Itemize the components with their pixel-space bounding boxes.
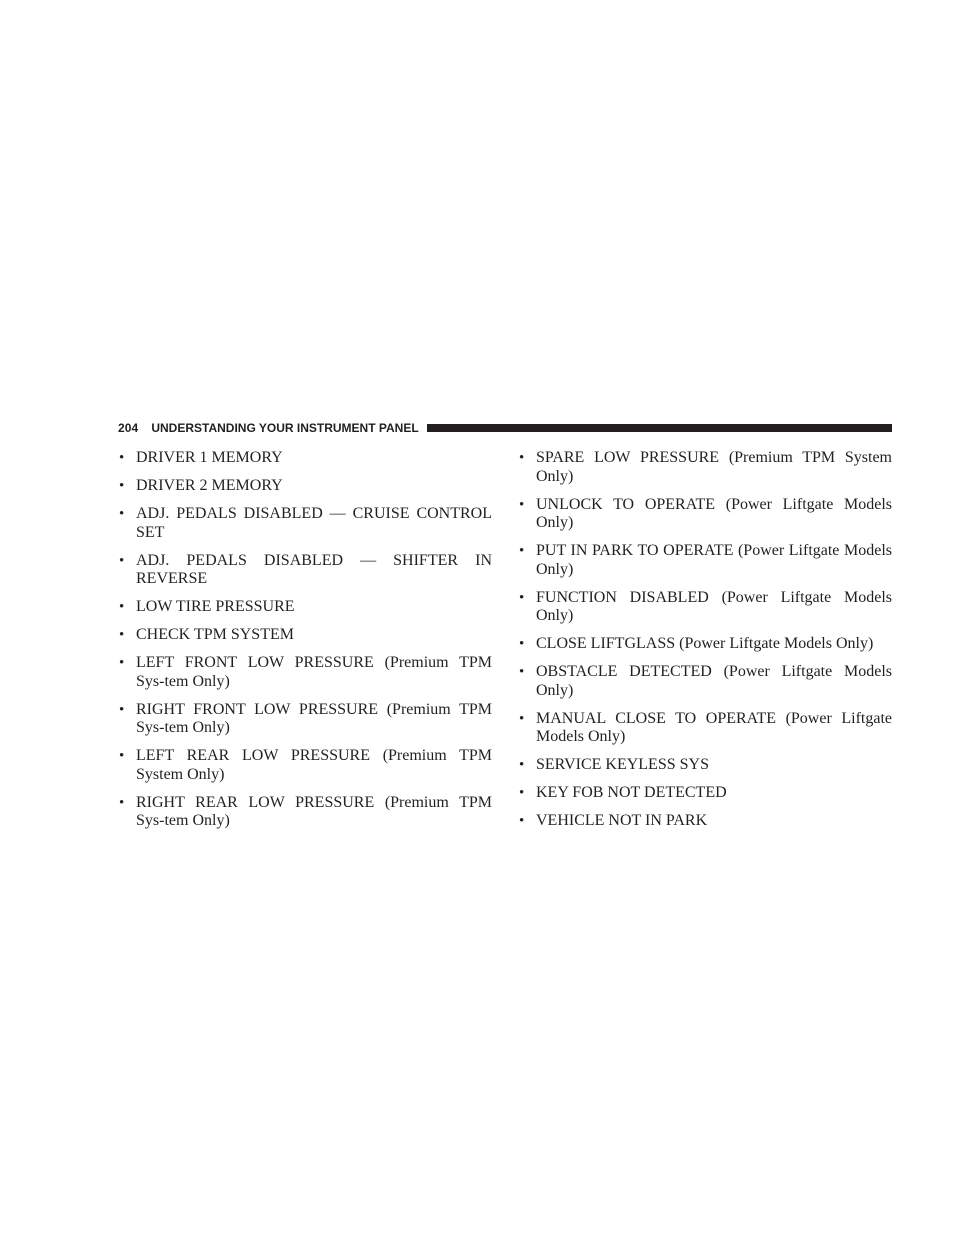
list-item-text: FUNCTION DISABLED (Power Liftgate Models Only): [536, 588, 892, 624]
list-item-text: KEY FOB NOT DETECTED: [536, 784, 727, 801]
list-item: [118, 794, 492, 831]
list-item: [518, 663, 892, 700]
list-item: [518, 589, 892, 626]
list-item-text: ADJ. PEDALS DISABLED — CRUISE CONTROL SET: [136, 505, 492, 541]
bullet-icon: •: [519, 757, 525, 773]
list-item-text: ADJ. PEDALS DISABLED — SHIFTER IN REVERSE: [136, 551, 492, 587]
list-item: [118, 505, 492, 542]
list-item: [118, 747, 492, 784]
bullet-icon: •: [119, 552, 125, 569]
list-item-text: RIGHT REAR LOW PRESSURE (Premium TPM Sys-tem Only): [136, 793, 492, 829]
list-item-text: CHECK TPM SYSTEM: [136, 626, 294, 643]
list-item-text: MANUAL CLOSE TO OPERATE (Power Liftgate Models Only): [536, 709, 892, 745]
bullet-icon: •: [119, 655, 125, 671]
list-item-text: LOW TIRE PRESSURE: [136, 598, 295, 615]
section-title: UNDERSTANDING YOUR INSTRUMENT PANEL: [151, 420, 419, 435]
bullet-icon: •: [119, 627, 125, 643]
bullet-icon: •: [519, 664, 525, 680]
list-item: [118, 654, 492, 691]
list-item: [518, 756, 892, 775]
bullet-icon: •: [119, 478, 125, 494]
list-item-text: SPARE LOW PRESSURE (Premium TPM System Only): [536, 449, 892, 485]
list-item-text: RIGHT FRONT LOW PRESSURE (Premium TPM Sys-tem Only): [136, 700, 492, 736]
header-rule: [427, 424, 892, 432]
list-item-text: LEFT FRONT LOW PRESSURE (Premium TPM Sys-tem Only): [136, 654, 492, 690]
bullet-icon: •: [519, 813, 525, 829]
page-number: 204: [118, 420, 139, 435]
list-item: [518, 635, 892, 654]
list-item-text: LEFT REAR LOW PRESSURE (Premium TPM System Only): [136, 747, 492, 783]
bullet-icon: •: [119, 599, 125, 615]
list-item-text: SERVICE KEYLESS SYS: [536, 756, 709, 773]
bullet-icon: •: [519, 589, 525, 606]
bullet-icon: •: [519, 710, 525, 727]
bullet-icon: •: [119, 794, 125, 811]
list-item: [518, 496, 892, 533]
message-list-right: [518, 449, 892, 840]
bullet-icon: •: [519, 785, 525, 801]
bullet-icon: •: [119, 506, 125, 522]
list-item: [518, 449, 892, 486]
list-item-text: UNLOCK TO OPERATE (Power Liftgate Models Only): [536, 495, 892, 531]
list-item: [118, 626, 492, 645]
bullet-icon: •: [119, 450, 125, 466]
bullet-icon: •: [519, 543, 525, 559]
list-item: [118, 598, 492, 617]
list-item-text: VEHICLE NOT IN PARK: [536, 812, 708, 829]
bullet-icon: •: [519, 636, 525, 652]
list-item: [118, 449, 492, 468]
bullet-icon: •: [519, 496, 525, 513]
bullet-icon: •: [119, 748, 125, 764]
message-list-left: [118, 449, 492, 840]
bullet-icon: •: [519, 450, 525, 466]
list-item-text: CLOSE LIFTGLASS (Power Liftgate Models Only): [536, 635, 874, 652]
list-item: [518, 812, 892, 831]
page-header: [118, 419, 892, 436]
list-item-text: PUT IN PARK TO OPERATE (Power Liftgate Models Only): [536, 542, 892, 578]
bullet-icon: •: [119, 701, 125, 718]
list-item: [518, 710, 892, 747]
list-item: [118, 701, 492, 738]
list-item-text: DRIVER 1 MEMORY: [136, 449, 283, 466]
list-item: [518, 784, 892, 803]
list-item: [118, 477, 492, 496]
list-item: [118, 552, 492, 589]
list-item-text: OBSTACLE DETECTED (Power Liftgate Models Only): [536, 663, 892, 699]
list-item-text: DRIVER 2 MEMORY: [136, 477, 283, 494]
list-item: [518, 542, 892, 579]
